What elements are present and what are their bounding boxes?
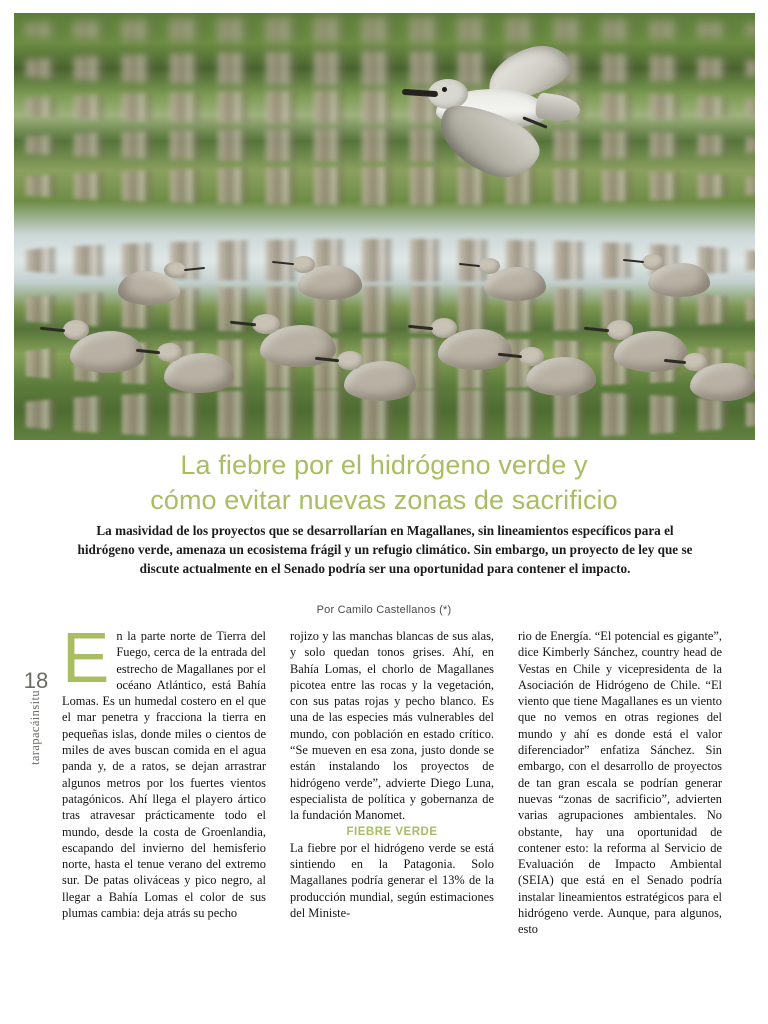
page-title	[48, 448, 720, 518]
column-2-paragraph-2: La fiebre por el hidrógeno verde se está sintiendo en la Patagonia. Solo Magallanes podría generar el 13% de la producción mundial, según estimaciones del Ministe-	[290, 840, 494, 921]
shorebird	[648, 263, 710, 297]
blurred-flock-row	[14, 128, 755, 162]
headline-line-1: La fiebre por el hidrógeno verde y	[180, 450, 588, 480]
shorebird	[484, 267, 546, 301]
bird-eye	[442, 87, 447, 92]
column-3-paragraph: rio de Energía. “El potencial es gigante”, dice Kimberly Sánchez, country head de Vestas en Chile y vicepresidenta de la Asociación de Hidrógeno de Chile. “El viento que tiene Magallanes es un viento que no vemos en otras regiones del mundo y ahí es donde está el valor diferenciador” enfatiza Sánchez. Sin embargo, con el desarrollo de proyectos de tan gran escala se podrían generar nuevas “zonas de sacrificio”, advierten varias agrupaciones ambientales. No obstante, hay una oportunidad de contener esto: la reforma al Servicio de Evaluación de Impacto Ambiental (SEIA) que está en el Senado podría instalar lineamientos estratégicos para el hidrógeno verde. Aunque, para algunos, esto	[518, 629, 722, 937]
page-number: 18	[23, 668, 49, 693]
column-2-paragraph: rojizo y las manchas blancas de sus alas, y solo quedan tonos grises. Ahí, en Bahía Lomas, el chorlo de Magallanes picotea entre las rocas y la vegetación, con sus patas rojas y pecho blanco. Es una de las especies más vulnerables del mundo, con población en estado crítico. “Se mueven en esa zona, justo donde se están instalando los proyectos de hidrógeno verde”, advierte Diego Luna, especialista de política y gobernanza de la fundación Manomet.	[290, 629, 494, 823]
shorebird	[260, 325, 336, 367]
shorebird	[298, 265, 362, 300]
blurred-flock-row	[14, 90, 755, 124]
byline: Por Camilo Castellanos (*)	[316, 604, 452, 616]
section-subheading: FIEBRE VERDE	[346, 825, 438, 838]
shorebird	[344, 361, 416, 401]
column-2	[290, 628, 494, 948]
spine-text: tarapacáinsitu	[27, 690, 42, 766]
column-3	[518, 628, 722, 948]
shorebird	[690, 363, 755, 401]
shorebird	[118, 271, 180, 305]
hero-photograph	[14, 13, 755, 440]
publication-spine-label	[18, 690, 52, 820]
shorebird	[526, 357, 596, 396]
headline-line-2: cómo evitar nuevas zonas de sacrificio	[150, 485, 618, 515]
standfirst: La masividad de los proyectos que se desarrollarían en Magallanes, sin lineamientos específicos para el hidrógeno verde, amenaza un ecosistema frágil y un refugio climático. Sin embargo, un proyecto de ley que se discute actualmente en el Senado podría ser una oportunidad para contener el impacto.	[77, 523, 693, 576]
headline-block	[48, 448, 720, 518]
flying-shorebird	[414, 43, 582, 175]
shorebird	[70, 331, 144, 373]
column-1-text: n la parte norte de Tierra del Fuego, cerca de la entrada del estrecho de Magallanes por el océano Atlántico, está Bahía Lomas. Es un humedal costero en el que el mar penetra y fracciona la tierra en pequeñas islas, donde miles o cientos de miles de aves buscan comida en el agua panda y, de a ratos, se dejan arrastrar algunos metros por los fuertes vientos patagónicos. Ahí llega el playero ártico tras atravesar prácticamente todo el mundo, desde la costa de Groenlandia, escapando del invierno del hemisferio norte, hasta el tenue verano del extremo sur. De patas oliváceas y pico negro, al llegar a Bahía Lomas el color de sus plumas cambia: deja atrás su pecho	[62, 629, 266, 921]
column-1-paragraph	[62, 619, 266, 921]
photo-scene	[14, 13, 755, 440]
shorebird	[164, 353, 234, 393]
blurred-flock-row	[14, 17, 755, 43]
shorebird	[438, 329, 512, 370]
blurred-flock-row	[14, 167, 755, 205]
drop-cap: E	[62, 619, 110, 698]
blurred-flock-row	[14, 51, 755, 85]
column-1	[62, 619, 266, 948]
shorebird	[614, 331, 688, 372]
article-body	[62, 619, 722, 948]
